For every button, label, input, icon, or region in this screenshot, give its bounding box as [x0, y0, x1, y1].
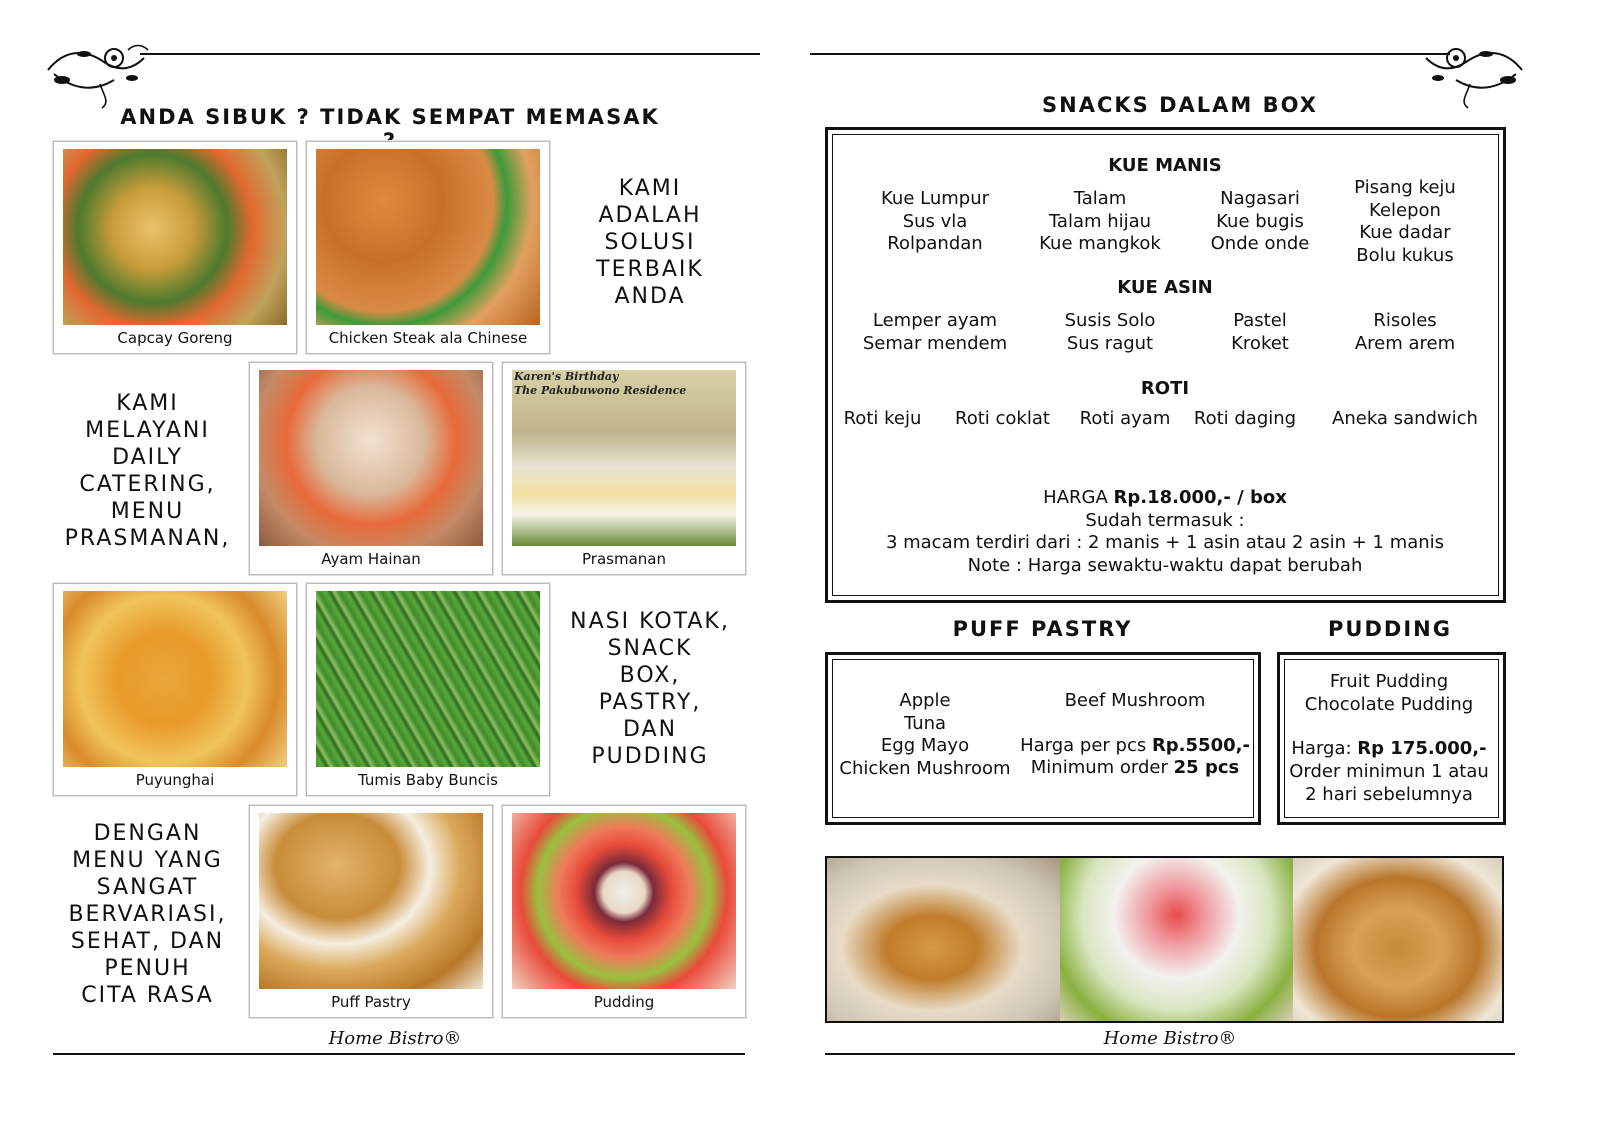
prasmanan-photo-overlay: Karen's Birthday The Pakubuwono Residence: [514, 370, 687, 397]
puff-flavor-beef: Beef Mushroom: [1064, 690, 1206, 711]
price-label: HARGA: [1043, 487, 1114, 508]
roti-item: Roti keju: [843, 408, 922, 429]
photo-caption: Puyunghai: [135, 771, 215, 789]
kue-asin-col-3: Pastel Kroket: [1231, 310, 1289, 354]
photo-ayam-hainan: [249, 362, 493, 575]
pudding-flavors: Fruit Pudding Chocolate Pudding: [1304, 671, 1474, 715]
top-rule-left: [140, 53, 760, 55]
photo-capcay-goreng: [53, 141, 297, 354]
roti-title: ROTI: [1140, 378, 1190, 399]
puff-price: [1020, 735, 1250, 758]
flourish-ornament-left: [44, 40, 156, 110]
kue-asin-col-1: Lemper ayam Semar mendem: [862, 310, 1008, 354]
pudding-price-value: Rp 175.000,-: [1357, 738, 1487, 759]
chicken-steak-image: [316, 149, 540, 325]
photo-chicken-steak: [306, 141, 550, 354]
kue-manis-col-2: Talam Talam hijau Kue mangkok: [1039, 188, 1161, 254]
tumis-buncis-image: [316, 591, 540, 767]
ayam-hainan-image: [259, 370, 483, 546]
puff-pastry-image: [259, 813, 483, 989]
strip-photo-puff-rolls: [1293, 858, 1502, 1021]
kue-manis-col-3: Nagasari Kue bugis Onde onde: [1210, 188, 1310, 254]
snacks-heading: SNACKS DALAM BOX: [1042, 93, 1318, 117]
pudding-heading: PUDDING: [1328, 617, 1452, 641]
puff-price-value: Rp.5500,-: [1151, 735, 1250, 756]
brand-left: Home Bistro®: [328, 1028, 462, 1049]
price-note: Note : Harga sewaktu-waktu dapat berubah: [967, 555, 1363, 576]
slogan-1: KAMI ADALAH SOLUSI TERBAIK ANDA: [596, 176, 704, 309]
price-composition: 3 macam terdiri dari : 2 manis + 1 asin atau 2 asin + 1 manis: [885, 532, 1445, 553]
kue-asin-title: KUE ASIN: [1117, 277, 1213, 298]
top-rule-right: [810, 53, 1450, 55]
price-value: Rp.18.000,- / box: [1113, 487, 1287, 508]
photo-caption: Tumis Baby Buncis: [358, 771, 498, 789]
kue-manis-col-1: Kue Lumpur Sus vla Rolpandan: [881, 188, 989, 254]
puff-min-value: 25 pcs: [1173, 757, 1240, 778]
photo-caption: Prasmanan: [582, 550, 666, 568]
photo-prasmanan: [502, 362, 746, 575]
photo-puff-pastry: [249, 805, 493, 1018]
pudding-image: [512, 813, 736, 989]
strip-photo-pudding: [1060, 858, 1293, 1021]
capcay-image: [63, 149, 287, 325]
photo-caption: Capcay Goreng: [117, 329, 233, 347]
photo-puyunghai: [53, 583, 297, 796]
puff-min-label: Minimum order: [1030, 757, 1174, 778]
puyunghai-image: [63, 591, 287, 767]
pudding-price-label: Harga:: [1291, 738, 1358, 759]
photo-caption: Chicken Steak ala Chinese: [328, 329, 528, 347]
kue-manis-title: KUE MANIS: [1108, 155, 1222, 176]
puff-pastry-heading: PUFF PASTRY: [952, 617, 1133, 641]
photo-caption: Puff Pastry: [331, 993, 411, 1011]
roti-item: Roti ayam: [1079, 408, 1171, 429]
bottom-rule-left: [53, 1053, 745, 1055]
roti-item: Aneka sandwich: [1332, 408, 1478, 429]
slogan-4: DENGAN MENU YANG SANGAT BERVARIASI, SEHAT, DAN PENUH CITA RASA: [68, 821, 227, 1008]
prasmanan-image: [512, 370, 736, 546]
puff-min-order: [1020, 757, 1250, 780]
photo-pudding: [502, 805, 746, 1018]
roti-item: Roti coklat: [955, 408, 1050, 429]
flourish-ornament-right: [1422, 40, 1526, 110]
bottom-rule-right: [825, 1053, 1515, 1055]
food-photo-strip: [825, 856, 1504, 1023]
price-included: Sudah termasuk :: [1085, 510, 1245, 531]
roti-item: Roti daging: [1193, 408, 1297, 429]
puff-flavors: Apple Tuna Egg Mayo Chicken Mushroom: [839, 690, 1011, 779]
kue-manis-col-4: Pisang keju Kelepon Kue dadar Bolu kukus: [1354, 177, 1456, 266]
left-heading: ANDA SIBUK ? TIDAK SEMPAT MEMASAK: [120, 105, 660, 129]
brand-right: Home Bistro®: [1103, 1028, 1237, 1049]
photo-caption: Ayam Hainan: [321, 550, 421, 568]
photo-caption: Pudding: [593, 993, 655, 1011]
slogan-2: KAMI MELAYANI DAILY CATERING, MENU PRASMANAN,: [64, 391, 231, 551]
strip-photo-puff-triangles: [827, 858, 1060, 1021]
kue-asin-col-4: Risoles Arem arem: [1354, 310, 1456, 354]
pudding-order-note: Order minimun 1 atau 2 hari sebelumnya: [1289, 761, 1489, 805]
puff-price-label: Harga per pcs: [1020, 735, 1152, 756]
slogan-3: NASI KOTAK, SNACK BOX, PASTRY, DAN PUDDING: [570, 609, 730, 769]
photo-tumis-baby-buncis: [306, 583, 550, 796]
kue-asin-col-2: Susis Solo Sus ragut: [1064, 310, 1156, 354]
pudding-price: [1283, 738, 1495, 761]
price-line: [840, 487, 1490, 510]
